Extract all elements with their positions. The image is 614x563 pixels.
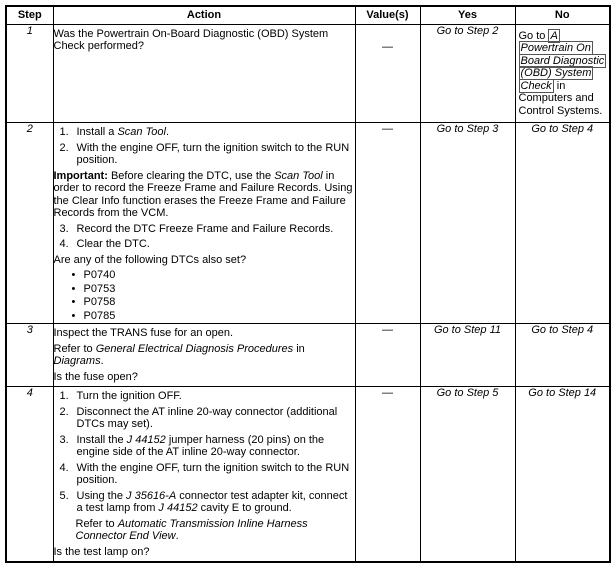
table-row (6, 123, 610, 324)
no-cell (515, 387, 610, 563)
numbered-item (60, 462, 355, 487)
action-cell (53, 123, 355, 324)
no-cell (515, 123, 610, 324)
text-segment: Install the (76, 433, 127, 446)
text-segment: Install a (76, 126, 118, 138)
action-cell (53, 387, 355, 563)
text-segment: Automatic Transmission Inline Harness Connector End View (75, 517, 308, 542)
bullet-icon: • (71, 282, 76, 295)
no-cell (515, 24, 610, 123)
text-segment: connector test adapter kit, connect a test lamp from (76, 489, 348, 514)
item-text (77, 223, 355, 236)
bullet-item (72, 310, 355, 323)
text-segment: Using the (76, 489, 127, 502)
bullet-item (72, 296, 355, 309)
item-text (84, 283, 355, 296)
table-row (6, 387, 610, 563)
numbered-item (60, 126, 355, 139)
bullet-icon: • (71, 309, 76, 322)
text-segment: in order to record the Freeze Frame and Failure Records. Using the Clear Info function erases the Freeze Frame and Failure Records from the VCM. (53, 169, 353, 219)
goto-step-link: Go to Step 2 (436, 24, 499, 37)
item-number: 4. (59, 238, 69, 250)
item-text (77, 238, 355, 251)
text-segment: . (100, 355, 104, 367)
text-segment: Inspect the TRANS fuse for an open. (53, 327, 234, 339)
action-paragraph (54, 170, 355, 220)
item-text (77, 142, 355, 167)
item-text (77, 490, 355, 515)
text-segment: Clear the DTC. (76, 238, 150, 250)
numbered-item (60, 406, 355, 431)
text-segment: cavity E to ground. (197, 502, 292, 514)
reference-link[interactable]: A Powertrain On Board Diagnostic (OBD) System Check (520, 29, 605, 92)
numbered-item (60, 390, 355, 403)
item-number: 2. (59, 141, 69, 154)
col-header-yes: Yes (420, 6, 515, 24)
text-segment: General Electrical Diagnosis Procedures (95, 342, 294, 355)
item-number: 3. (59, 222, 69, 235)
item-text (77, 406, 355, 431)
bullet-item (72, 269, 355, 282)
text-segment: Disconnect the AT inline 20-way connector (additional DTCs may set). (76, 405, 338, 430)
item-text (84, 310, 355, 323)
text-segment: in (293, 342, 305, 355)
action-paragraph-indented (76, 518, 355, 543)
goto-step-link: Go to Step 3 (436, 123, 499, 135)
action-paragraph (54, 254, 355, 267)
text-segment: Is the fuse open? (53, 370, 138, 383)
col-header-values: Value(s) (355, 6, 420, 24)
yes-cell (420, 324, 515, 387)
bullet-icon: • (71, 269, 76, 281)
step-cell: 2 (6, 123, 53, 324)
step-cell: 4 (6, 387, 53, 563)
text-segment: P0753 (83, 282, 116, 295)
diagnostic-table (5, 5, 611, 563)
goto-step-link: Go to Step 11 (433, 324, 502, 336)
text-segment: P0785 (83, 309, 116, 322)
text-segment: Was the Powertrain On-Board Diagnostic (OBD) System Check performed? (53, 27, 329, 52)
text-segment: P0740 (83, 269, 116, 281)
step-cell: 3 (6, 324, 53, 387)
item-number: 2. (59, 405, 69, 418)
text-segment: Go to (518, 29, 549, 42)
item-text (84, 269, 355, 282)
goto-step-link: Go to Step 4 (531, 324, 594, 336)
numbered-item (60, 238, 355, 251)
text-segment: Diagrams (53, 355, 101, 367)
goto-step-link: Go to Step 5 (436, 387, 499, 399)
item-text (84, 296, 355, 309)
text-segment: J 35616-A (126, 489, 177, 502)
header-row (6, 6, 610, 24)
item-number: 5. (59, 489, 69, 502)
value-cell: — (355, 387, 420, 563)
numbered-item (60, 490, 355, 515)
text-segment: Scan Tool (274, 169, 323, 182)
value-cell: — (355, 123, 420, 324)
col-header-action: Action (53, 6, 355, 24)
no-cell (515, 324, 610, 387)
numbered-item (60, 142, 355, 167)
action-paragraph (519, 30, 607, 118)
text-segment: Important: (53, 169, 108, 182)
item-number: 1. (59, 390, 69, 402)
goto-step-link: Go to Step 14 (528, 387, 597, 399)
action-paragraph (54, 28, 355, 53)
text-segment: Refer to (53, 342, 96, 355)
value-cell: — (355, 24, 420, 123)
text-segment: Before clearing the DTC, use the (107, 169, 275, 182)
text-segment: jumper harness (20 pins) on the engine side of the AT inline 20-way connector. (76, 433, 325, 458)
bullet-item (72, 283, 355, 296)
action-paragraph (54, 371, 355, 384)
text-segment: Scan Tool (117, 126, 166, 138)
item-text (77, 390, 355, 403)
text-segment: With the engine OFF, turn the ignition switch to the RUN position. (76, 141, 350, 166)
item-text (77, 126, 355, 139)
bullet-icon: • (71, 296, 76, 308)
numbered-item (60, 223, 355, 236)
goto-step-link: Go to Step 4 (531, 123, 594, 135)
yes-cell (420, 123, 515, 324)
text-segment: Is the test lamp on? (53, 545, 150, 558)
action-paragraph (54, 327, 355, 340)
text-segment: P0758 (83, 296, 116, 308)
item-number: 1. (59, 126, 69, 138)
table-row (6, 324, 610, 387)
yes-cell (420, 387, 515, 563)
text-segment: Turn the ignition OFF. (76, 390, 182, 402)
action-paragraph (54, 546, 355, 559)
table-row (6, 24, 610, 123)
text-segment: Are any of the following DTCs also set? (53, 253, 247, 266)
text-segment: With the engine OFF, turn the ignition switch to the RUN position. (76, 461, 350, 486)
item-number: 4. (59, 461, 69, 474)
item-number: 3. (59, 433, 69, 446)
text-segment: J 44152 (126, 433, 166, 446)
col-header-no: No (515, 6, 610, 24)
col-header-step: Step (6, 6, 53, 24)
text-segment: Refer to (75, 517, 118, 530)
text-segment: . (175, 530, 179, 542)
action-cell (53, 324, 355, 387)
numbered-item (60, 434, 355, 459)
yes-cell (420, 24, 515, 123)
action-paragraph (54, 343, 355, 368)
action-cell (53, 24, 355, 123)
item-text (77, 434, 355, 459)
value-cell: — (355, 324, 420, 387)
text-segment: . (166, 126, 170, 138)
text-segment: in Computers and Control Systems. (518, 79, 603, 117)
text-segment: Record the DTC Freeze Frame and Failure Records. (76, 222, 334, 235)
item-text (77, 462, 355, 487)
text-segment: J 44152 (158, 502, 198, 514)
step-cell: 1 (6, 24, 53, 123)
